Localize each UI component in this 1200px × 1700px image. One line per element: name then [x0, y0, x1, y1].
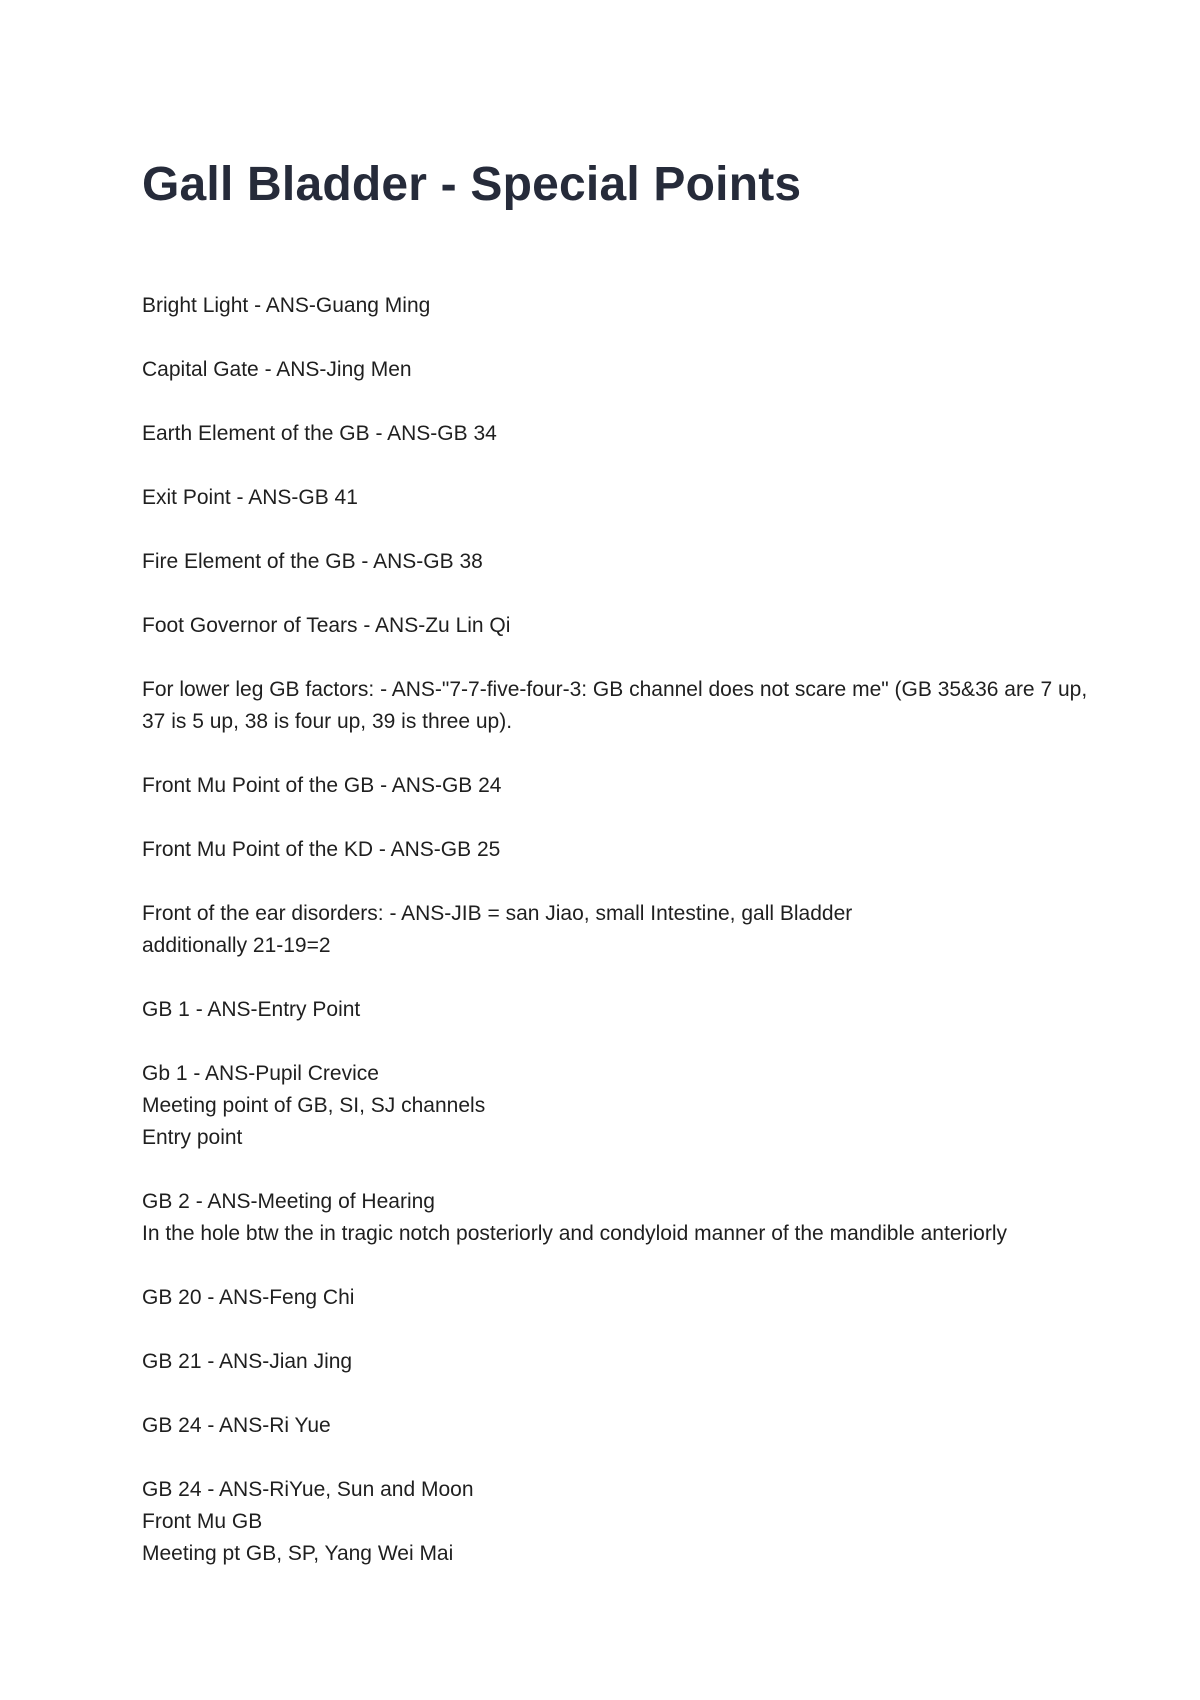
- entry-gb1-entry: [142, 994, 1102, 1026]
- entry-line: Foot Governor of Tears - ANS-Zu Lin Qi: [142, 614, 511, 637]
- entry-gb1-pupil: [142, 1058, 1102, 1154]
- entry-line: GB 20 - ANS-Feng Chi: [142, 1286, 355, 1309]
- entry-ear-disorders: [142, 898, 1102, 962]
- entry-line: Gb 1 - ANS-Pupil Crevice: [142, 1062, 379, 1085]
- entry-exit-point: [142, 482, 1102, 514]
- entry-gb2: [142, 1186, 1102, 1250]
- entry-line: GB 21 - ANS-Jian Jing: [142, 1350, 353, 1373]
- entry-bright-light: [142, 290, 1102, 322]
- entry-gb24: [142, 1410, 1102, 1442]
- entry-line: Meeting point of GB, SI, SJ channels: [142, 1094, 486, 1117]
- entry-line: Front Mu Point of the KD - ANS-GB 25: [142, 838, 501, 861]
- entry-line: Front Mu GB: [142, 1510, 263, 1533]
- page-title: Gall Bladder - Special Points: [142, 158, 802, 211]
- entry-gb24-riyue: [142, 1474, 1102, 1570]
- entry-line: GB 24 - ANS-Ri Yue: [142, 1414, 331, 1437]
- entry-front-mu-gb: [142, 770, 1102, 802]
- entry-line: Exit Point - ANS-GB 41: [142, 486, 358, 509]
- entry-line: GB 1 - ANS-Entry Point: [142, 998, 361, 1021]
- entry-line: additionally 21-19=2: [142, 934, 331, 957]
- entry-gb21: [142, 1346, 1102, 1378]
- entry-foot-governor: [142, 610, 1102, 642]
- entry-line: Entry point: [142, 1126, 243, 1149]
- entry-line: Front Mu Point of the GB - ANS-GB 24: [142, 774, 502, 797]
- entry-line: GB 2 - ANS-Meeting of Hearing: [142, 1190, 435, 1213]
- entry-front-mu-kd: [142, 834, 1102, 866]
- entry-line: Bright Light - ANS-Guang Ming: [142, 294, 431, 317]
- entry-list: [142, 290, 1102, 1570]
- document-page: [142, 150, 1102, 1602]
- entry-fire-element: [142, 546, 1102, 578]
- entry-line: For lower leg GB factors: - ANS-"7-7-five-four-3: GB channel does not scare me" (GB 35&36 are 7 up, 37 is 5 up, 38 is four up, 39 is three up).: [142, 678, 1093, 733]
- entry-line: Fire Element of the GB - ANS-GB 38: [142, 550, 483, 573]
- entry-line: In the hole btw the in tragic notch posteriorly and condyloid manner of the mandible anteriorly: [142, 1222, 1007, 1245]
- entry-line: Front of the ear disorders: - ANS-JIB = san Jiao, small Intestine, gall Bladder: [142, 902, 853, 925]
- entry-line: GB 24 - ANS-RiYue, Sun and Moon: [142, 1478, 474, 1501]
- entry-lower-leg: [142, 674, 1102, 738]
- entry-earth-element: [142, 418, 1102, 450]
- entry-line: Capital Gate - ANS-Jing Men: [142, 358, 412, 381]
- entry-line: Earth Element of the GB - ANS-GB 34: [142, 422, 497, 445]
- entry-capital-gate: [142, 354, 1102, 386]
- entry-gb20: [142, 1282, 1102, 1314]
- entry-line: Meeting pt GB, SP, Yang Wei Mai: [142, 1542, 454, 1565]
